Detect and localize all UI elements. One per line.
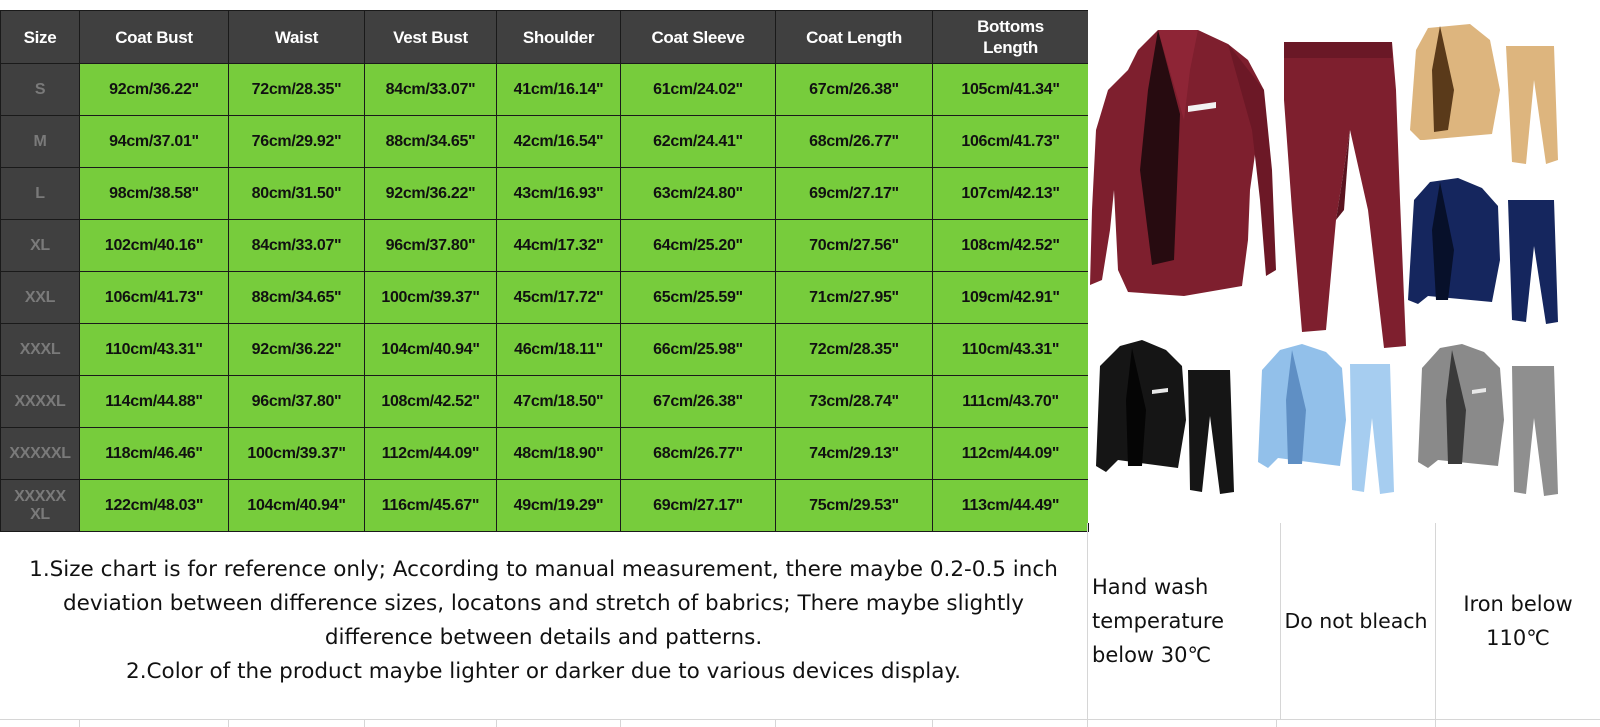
table-cell: 113cm/44.49" [933, 480, 1089, 532]
table-cell: 105cm/41.34" [933, 64, 1089, 116]
table-row [1, 116, 1089, 168]
size-label: L [1, 168, 80, 220]
divider [79, 720, 80, 727]
table-cell: 71cm/27.95" [776, 272, 933, 324]
table-cell: 62cm/24.41" [621, 116, 776, 168]
size-label: XXXXX XL [1, 480, 80, 532]
table-cell: 43cm/16.93" [497, 168, 621, 220]
table-cell: 104cm/40.94" [229, 480, 365, 532]
table-cell: 66cm/25.98" [621, 324, 776, 376]
table-cell: 108cm/42.52" [933, 220, 1089, 272]
wine-red-trousers-image [1284, 42, 1406, 348]
care-hand-wash-text: Hand wash temperature below 30℃ [1092, 575, 1224, 667]
table-cell: 49cm/19.29" [497, 480, 621, 532]
table-cell: 42cm/16.54" [497, 116, 621, 168]
wine-red-jacket-image [1090, 30, 1276, 296]
table-cell: 72cm/28.35" [776, 324, 933, 376]
table-cell: 111cm/43.70" [933, 376, 1089, 428]
column-header: Vest Bust [365, 11, 497, 64]
size-chart-notes [0, 523, 1088, 719]
care-and-notes-section [0, 523, 1600, 727]
table-cell: 108cm/42.52" [365, 376, 497, 428]
table-cell: 94cm/37.01" [80, 116, 229, 168]
size-label: S [1, 64, 80, 116]
table-row [1, 428, 1089, 480]
table-cell: 75cm/29.53" [776, 480, 933, 532]
table-cell: 100cm/39.37" [229, 428, 365, 480]
size-label: XL [1, 220, 80, 272]
table-cell: 92cm/36.22" [80, 64, 229, 116]
product-photos [1088, 10, 1600, 523]
column-header: Coat Bust [80, 11, 229, 64]
table-cell: 68cm/26.77" [776, 116, 933, 168]
care-iron-text: Iron below 110℃ [1463, 592, 1573, 650]
table-cell: 69cm/27.17" [776, 168, 933, 220]
divider [775, 720, 776, 727]
khaki-suit-image [1410, 24, 1558, 164]
table-cell: 76cm/29.92" [229, 116, 365, 168]
note-line: deviation between difference sizes, locatons and stretch of babrics; There maybe slightly [63, 591, 1024, 616]
note-line: 2.Color of the product maybe lighter or darker due to various devices display. [126, 659, 961, 684]
table-cell: 72cm/28.35" [229, 64, 365, 116]
table-cell: 73cm/28.74" [776, 376, 933, 428]
table-cell: 47cm/18.50" [497, 376, 621, 428]
size-label: XXL [1, 272, 80, 324]
divider [620, 720, 621, 727]
column-header: Waist [229, 11, 365, 64]
table-cell: 65cm/25.59" [621, 272, 776, 324]
table-cell: 92cm/36.22" [229, 324, 365, 376]
table-cell: 48cm/18.90" [497, 428, 621, 480]
size-chart-header-row [1, 11, 1089, 64]
table-cell: 107cm/42.13" [933, 168, 1089, 220]
divider [1435, 720, 1436, 727]
care-no-bleach-text: Do not bleach [1284, 609, 1428, 633]
table-cell: 100cm/39.37" [365, 272, 497, 324]
column-header: Shoulder [497, 11, 621, 64]
table-cell: 67cm/26.38" [776, 64, 933, 116]
table-cell: 88cm/34.65" [229, 272, 365, 324]
table-cell: 67cm/26.38" [621, 376, 776, 428]
care-iron [1436, 523, 1600, 719]
note-line: 1.Size chart is for reference only; According to manual measurement, there maybe 0.2-0.5 inch [29, 557, 1058, 582]
table-cell: 110cm/43.31" [80, 324, 229, 376]
divider [228, 720, 229, 727]
table-cell: 109cm/42.91" [933, 272, 1089, 324]
divider [364, 720, 365, 727]
column-header: Coat Sleeve [621, 11, 776, 64]
table-cell: 69cm/27.17" [621, 480, 776, 532]
table-cell: 102cm/40.16" [80, 220, 229, 272]
table-cell: 112cm/44.09" [933, 428, 1089, 480]
table-row [1, 272, 1089, 324]
table-cell: 63cm/24.80" [621, 168, 776, 220]
black-suit-image [1096, 340, 1234, 494]
suit-illustrations [1088, 10, 1600, 523]
size-label: XXXXXL [1, 428, 80, 480]
size-label: XXXXL [1, 376, 80, 428]
table-cell: 84cm/33.07" [229, 220, 365, 272]
size-chart-table [0, 10, 1089, 532]
table-cell: 98cm/38.58" [80, 168, 229, 220]
column-header: Size [1, 11, 80, 64]
table-cell: 106cm/41.73" [933, 116, 1089, 168]
table-row [1, 376, 1089, 428]
table-cell: 70cm/27.56" [776, 220, 933, 272]
table-cell: 84cm/33.07" [365, 64, 497, 116]
table-row [1, 220, 1089, 272]
divider [1087, 720, 1088, 727]
table-cell: 44cm/17.32" [497, 220, 621, 272]
table-cell: 74cm/29.13" [776, 428, 933, 480]
table-cell: 116cm/45.67" [365, 480, 497, 532]
table-cell: 96cm/37.80" [229, 376, 365, 428]
table-cell: 92cm/36.22" [365, 168, 497, 220]
table-cell: 68cm/26.77" [621, 428, 776, 480]
table-cell: 96cm/37.80" [365, 220, 497, 272]
note-line: difference between details and patterns. [324, 625, 763, 650]
divider [496, 720, 497, 727]
table-cell: 88cm/34.65" [365, 116, 497, 168]
care-hand-wash [1088, 523, 1281, 719]
navy-suit-image [1408, 178, 1558, 324]
table-cell: 122cm/48.03" [80, 480, 229, 532]
table-cell: 45cm/17.72" [497, 272, 621, 324]
divider [932, 720, 933, 727]
table-cell: 114cm/44.88" [80, 376, 229, 428]
table-row [1, 64, 1089, 116]
size-label: XXXL [1, 324, 80, 376]
care-no-bleach [1277, 523, 1436, 719]
table-cell: 46cm/18.11" [497, 324, 621, 376]
column-header: Coat Length [776, 11, 933, 64]
column-header: Bottoms Length [933, 11, 1089, 64]
table-cell: 106cm/41.73" [80, 272, 229, 324]
table-cell: 61cm/24.02" [621, 64, 776, 116]
table-cell: 41cm/16.14" [497, 64, 621, 116]
size-label: M [1, 116, 80, 168]
table-row [1, 324, 1089, 376]
gray-suit-image [1418, 344, 1558, 496]
table-cell: 80cm/31.50" [229, 168, 365, 220]
table-cell: 118cm/46.46" [80, 428, 229, 480]
table-cell: 104cm/40.94" [365, 324, 497, 376]
table-row [1, 168, 1089, 220]
table-cell: 112cm/44.09" [365, 428, 497, 480]
divider [0, 719, 1600, 720]
sky-blue-suit-image [1258, 344, 1394, 494]
table-cell: 64cm/25.20" [621, 220, 776, 272]
table-cell: 110cm/43.31" [933, 324, 1089, 376]
divider [1276, 720, 1277, 727]
